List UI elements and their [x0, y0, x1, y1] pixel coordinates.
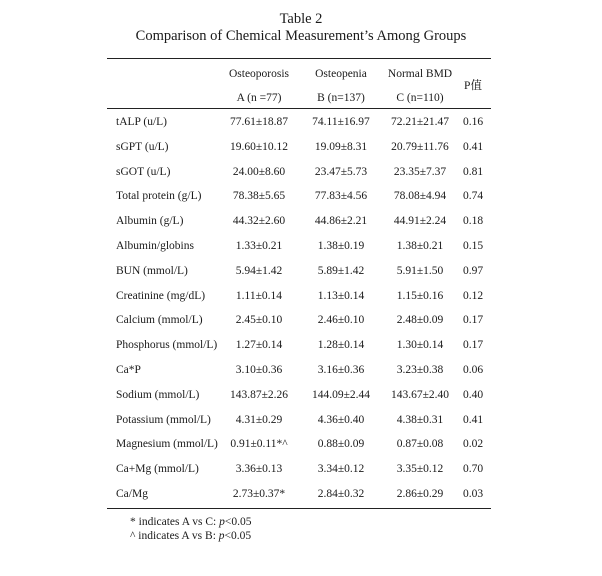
row-label: Albumin (g/L) — [116, 215, 184, 228]
osteopenia-value: 1.28±0.14 — [317, 339, 365, 352]
osteopenia-value: 5.89±1.42 — [317, 264, 365, 277]
normal-bmd-value: 1.38±0.21 — [396, 240, 444, 252]
osteoporosis-value: 143.87±2.26 — [229, 388, 289, 401]
normal-bmd-value: 3.23±0.38 — [396, 364, 444, 376]
osteopenia-value: 77.83±4.56 — [314, 190, 368, 203]
osteoporosis-value: 78.38±5.65 — [232, 190, 286, 203]
osteopenia-value: 144.09±2.44 — [311, 388, 371, 401]
normal-bmd-value: 72.21±21.47 — [390, 116, 450, 128]
osteoporosis-value: 3.10±0.36 — [235, 364, 283, 376]
row-label: Potassium (mmol/L) — [116, 413, 211, 426]
row-label: Albumin/globins — [116, 240, 194, 252]
osteoporosis-value: 5.94±1.42 — [235, 264, 283, 277]
row-label: Sodium (mmol/L) — [116, 388, 200, 401]
osteoporosis-value: 44.32±2.60 — [232, 215, 286, 228]
p-value: 0.15 — [462, 240, 484, 252]
header-normal-bmd: Normal BMD — [387, 68, 453, 80]
osteoporosis-value: 1.11±0.14 — [235, 289, 283, 302]
p-value: 0.81 — [462, 165, 484, 178]
header-group-b-n: B (n=137) — [317, 92, 365, 104]
header-rule — [107, 108, 491, 109]
row-label: Phosphorus (mmol/L) — [116, 339, 218, 352]
footnote-a-vs-b: ^ indicates A vs B: p<0.05 — [130, 530, 252, 542]
header-group-c-n: C (n=110) — [396, 92, 444, 104]
footnote-a-vs-c: * indicates A vs C: p<0.05 — [130, 516, 252, 528]
p-value: 0.40 — [462, 388, 484, 401]
table-subtitle: Comparison of Chemical Measurement’s Among Groups — [135, 28, 467, 44]
osteoporosis-value: 19.60±10.12 — [229, 140, 289, 153]
osteoporosis-value: 3.36±0.13 — [235, 463, 283, 476]
normal-bmd-value: 2.48±0.09 — [396, 314, 444, 327]
header-osteoporosis: Osteoporosis — [228, 68, 290, 80]
osteoporosis-value: 2.73±0.37* — [232, 488, 286, 500]
row-label: Ca*P — [116, 364, 141, 376]
row-label: Creatinine (mg/dL) — [116, 289, 206, 302]
osteopenia-value: 23.47±5.73 — [314, 165, 368, 178]
p-value: 0.70 — [462, 463, 484, 476]
header-p-value: P值 — [464, 80, 482, 92]
p-value: 0.06 — [462, 364, 484, 376]
bottom-rule — [107, 508, 491, 509]
osteoporosis-value: 77.61±18.87 — [229, 116, 289, 128]
osteopenia-value: 19.09±8.31 — [314, 140, 368, 153]
normal-bmd-value: 1.30±0.14 — [396, 339, 444, 352]
p-value: 0.03 — [462, 488, 484, 500]
row-label: sGPT (u/L) — [116, 140, 169, 153]
osteopenia-value: 0.88±0.09 — [317, 438, 365, 451]
osteoporosis-value: 0.91±0.11*^ — [230, 438, 288, 451]
normal-bmd-value: 20.79±11.76 — [391, 140, 449, 153]
normal-bmd-value: 44.91±2.24 — [393, 215, 447, 228]
p-value: 0.41 — [462, 140, 484, 153]
p-value: 0.18 — [462, 215, 484, 228]
p-value: 0.16 — [462, 116, 484, 128]
top-rule — [107, 58, 491, 59]
p-value: 0.41 — [462, 413, 484, 426]
row-label: Total protein (g/L) — [116, 190, 202, 203]
table-title: Table 2 — [279, 11, 323, 27]
row-label: Calcium (mmol/L) — [116, 314, 203, 327]
normal-bmd-value: 5.91±1.50 — [396, 264, 444, 277]
row-label: Magnesium (mmol/L) — [116, 438, 218, 451]
osteoporosis-value: 1.33±0.21 — [235, 240, 283, 252]
osteoporosis-value: 2.45±0.10 — [235, 314, 283, 327]
normal-bmd-value: 3.35±0.12 — [396, 463, 444, 476]
osteopenia-value: 44.86±2.21 — [314, 215, 368, 228]
p-value: 0.97 — [462, 264, 484, 277]
osteoporosis-value: 4.31±0.29 — [235, 413, 283, 426]
normal-bmd-value: 23.35±7.37 — [393, 165, 447, 178]
normal-bmd-value: 0.87±0.08 — [396, 438, 444, 451]
normal-bmd-value: 143.67±2.40 — [390, 388, 450, 401]
osteopenia-value: 2.46±0.10 — [317, 314, 365, 327]
normal-bmd-value: 4.38±0.31 — [396, 413, 444, 426]
row-label: sGOT (u/L) — [116, 165, 171, 178]
normal-bmd-value: 2.86±0.29 — [396, 488, 444, 500]
p-value: 0.12 — [462, 289, 484, 302]
osteopenia-value: 1.13±0.14 — [317, 289, 365, 302]
osteopenia-value: 1.38±0.19 — [317, 240, 365, 252]
osteopenia-value: 4.36±0.40 — [317, 413, 365, 426]
normal-bmd-value: 1.15±0.16 — [396, 289, 444, 302]
osteoporosis-value: 24.00±8.60 — [232, 165, 286, 178]
p-value: 0.17 — [462, 314, 484, 327]
osteopenia-value: 3.34±0.12 — [317, 463, 365, 476]
header-osteopenia: Osteopenia — [315, 68, 367, 80]
row-label: Ca+Mg (mmol/L) — [116, 463, 199, 476]
osteopenia-value: 74.11±16.97 — [312, 116, 370, 128]
osteopenia-value: 3.16±0.36 — [317, 364, 365, 376]
row-label: BUN (mmol/L) — [116, 264, 188, 277]
osteoporosis-value: 1.27±0.14 — [235, 339, 283, 352]
normal-bmd-value: 78.08±4.94 — [393, 190, 447, 203]
row-label: tALP (u/L) — [116, 116, 167, 128]
row-label: Ca/Mg — [116, 488, 148, 500]
p-value: 0.02 — [462, 438, 484, 451]
p-value: 0.17 — [462, 339, 484, 352]
header-group-a-n: A (n =77) — [236, 92, 282, 104]
p-value: 0.74 — [462, 190, 484, 203]
osteopenia-value: 2.84±0.32 — [317, 488, 365, 500]
